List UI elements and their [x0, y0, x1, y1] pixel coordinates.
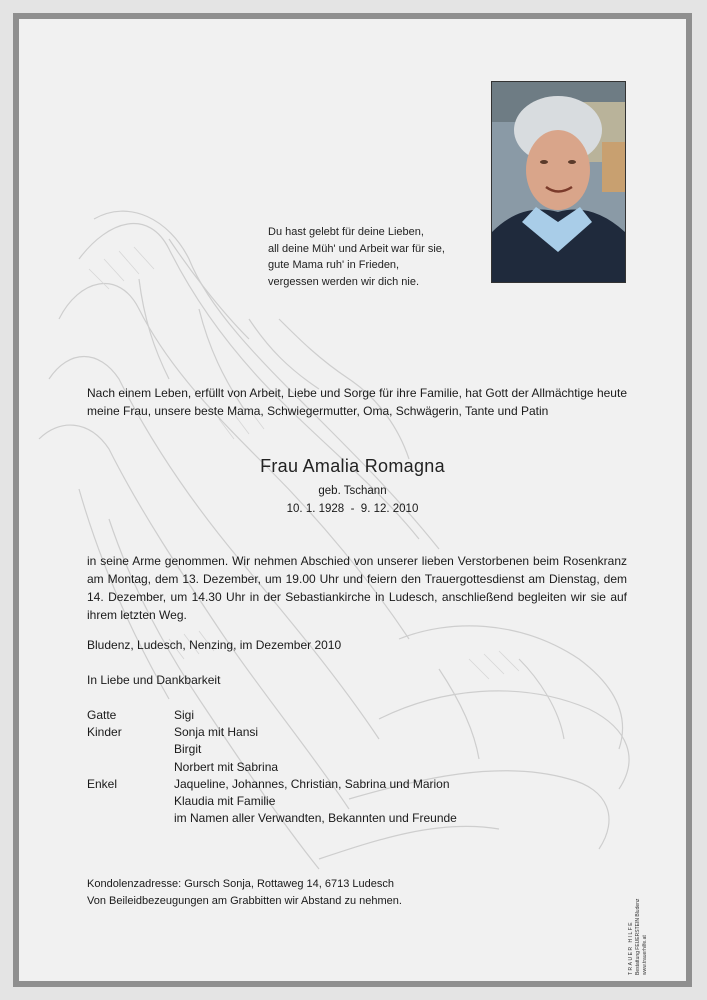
mourner-role: Kinder	[87, 725, 122, 740]
mourner-role	[87, 759, 174, 776]
poem-line: gute Mama ruh' in Frieden,	[268, 259, 400, 271]
mourner-role: Gatte	[87, 708, 117, 722]
intro-text: Nach einem Leben, erfüllt von Arbeit, Liebe und Sorge für ihre Familie, hat Gott der Allmächtige heute meine Frau, unsere beste Mama, Schwiegermutter, Oma, Schwägerin, Tante und Patin	[87, 386, 627, 418]
mourner-row	[87, 741, 457, 758]
condolence-info	[87, 876, 402, 910]
obituary-card	[13, 13, 692, 987]
condolence-address: Kondolenzadresse: Gursch Sonja, Rottaweg 14, 6713 Ludesch	[87, 878, 394, 890]
imprint-line: TRAUER HILFE	[628, 920, 634, 975]
mourners-list	[87, 707, 457, 827]
mourner-name: Sonja mit Hansi	[174, 725, 259, 740]
mourner-name: im Namen aller Verwandten, Bekannten und Freunde	[174, 811, 457, 826]
mourner-row	[87, 759, 457, 776]
mourner-role: Enkel	[87, 776, 118, 791]
mourner-row	[87, 724, 457, 741]
mourner-name: Norbert mit Sabrina	[174, 759, 279, 774]
funeral-details: in seine Arme genommen. Wir nehmen Abschied von unserer lieben Verstorbenen beim Rosenkranz am Montag, dem 13. Dezember, um 19.00 Uhr und feiern den Trauergottesdienst am Dienstag, dem 14. Dezember, um 14.30 Uhr in der Sebastiankirche in Ludesch, anschließend begleiten wir sie auf ihrem letzten Weg.	[87, 554, 627, 622]
poem-line: Du hast gelebt für deine Lieben,	[268, 226, 424, 238]
deceased-name: Frau Amalia Romagna	[260, 456, 445, 476]
mourner-row	[87, 810, 457, 827]
imprint-line: www.trauerhilfe.at	[642, 935, 648, 975]
mourner-name: Klaudia mit Familie	[174, 794, 276, 809]
portrait-photo	[491, 81, 626, 283]
memorial-poem	[268, 224, 488, 290]
mourner-role	[87, 793, 174, 810]
condolence-note: Von Beileidbezeugungen am Grabbitten wir Abstand zu nehmen.	[87, 895, 402, 907]
poem-line: vergessen werden wir dich nie.	[268, 275, 420, 288]
mourner-role	[87, 810, 174, 827]
imprint-line: Bestattung FEUERSTEIN Bludenz	[635, 898, 641, 975]
poem-line: all deine Müh' und Arbeit war für sie,	[268, 242, 445, 255]
mourner-row	[87, 793, 457, 810]
life-dates: 10. 1. 1928 - 9. 12. 2010	[286, 503, 419, 515]
mourner-name: Sigi	[174, 708, 195, 722]
mourner-role	[87, 741, 174, 758]
place-and-date: Bludenz, Ludesch, Nenzing, im Dezember 2010	[87, 638, 342, 652]
mourner-name: Jaqueline, Johannes, Christian, Sabrina und Marion	[174, 776, 450, 791]
gratitude-line: In Liebe und Dankbarkeit	[87, 673, 221, 687]
mourner-name: Birgit	[174, 742, 202, 757]
mourner-row	[87, 707, 457, 724]
funeral-home-imprint	[628, 853, 672, 975]
birth-name: geb. Tschann	[318, 485, 387, 497]
mourner-row	[87, 776, 457, 793]
